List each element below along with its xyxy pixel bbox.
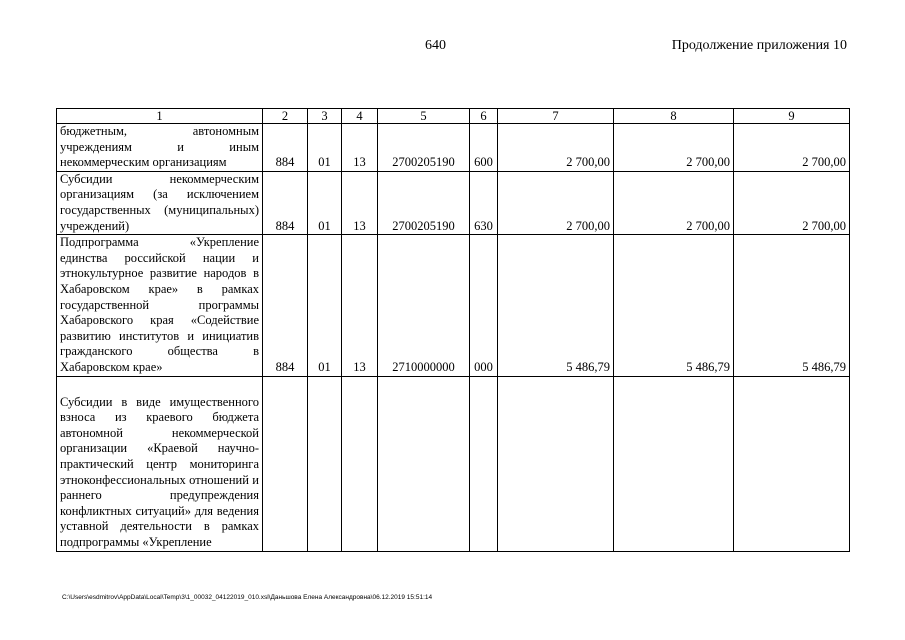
cell-amount bbox=[734, 376, 850, 551]
cell-target-article: 2700205190 bbox=[378, 171, 470, 234]
budget-table bbox=[56, 108, 850, 552]
cell-admin-code: 884 bbox=[263, 235, 308, 376]
cell-expense-type: 630 bbox=[470, 171, 498, 234]
column-header: 9 bbox=[734, 109, 850, 124]
cell-amount: 2 700,00 bbox=[734, 124, 850, 172]
cell-subsection: 13 bbox=[342, 124, 378, 172]
cell-amount: 2 700,00 bbox=[614, 171, 734, 234]
cell-section: 01 bbox=[308, 124, 342, 172]
cell-target-article bbox=[378, 376, 470, 551]
cell-amount: 5 486,79 bbox=[614, 235, 734, 376]
cell-target-article: 2700205190 bbox=[378, 124, 470, 172]
column-header: 1 bbox=[57, 109, 263, 124]
table-row bbox=[57, 235, 850, 376]
column-header: 4 bbox=[342, 109, 378, 124]
cell-admin-code: 884 bbox=[263, 171, 308, 234]
row-name: Субсидии некоммерческим организациям (за исключением государственных (муниципальных) учреждений) bbox=[57, 171, 263, 234]
cell-section: 01 bbox=[308, 235, 342, 376]
cell-admin-code bbox=[263, 376, 308, 551]
cell-subsection bbox=[342, 376, 378, 551]
cell-amount: 5 486,79 bbox=[734, 235, 850, 376]
table-row bbox=[57, 376, 850, 551]
column-header: 2 bbox=[263, 109, 308, 124]
row-name: Подпрограмма «Укрепление единства российской нации и этнокультурное развитие народов в Хабаровском крае» в рамках государственной программы Хабаровского края «Содействие развитию институтов и инициатив гражданского общества в Хабаровском крае» bbox=[57, 235, 263, 376]
cell-subsection: 13 bbox=[342, 171, 378, 234]
cell-expense-type bbox=[470, 376, 498, 551]
cell-amount: 5 486,79 bbox=[498, 235, 614, 376]
table-header-row bbox=[57, 109, 850, 124]
cell-amount: 2 700,00 bbox=[498, 124, 614, 172]
cell-amount: 2 700,00 bbox=[498, 171, 614, 234]
column-header: 7 bbox=[498, 109, 614, 124]
cell-expense-type: 600 bbox=[470, 124, 498, 172]
column-header: 5 bbox=[378, 109, 470, 124]
column-header: 8 bbox=[614, 109, 734, 124]
table-row bbox=[57, 171, 850, 234]
cell-amount: 2 700,00 bbox=[614, 124, 734, 172]
cell-amount bbox=[498, 376, 614, 551]
cell-section: 01 bbox=[308, 171, 342, 234]
row-name: бюджетным, автономным учреждениям и иным некоммерческим организациям bbox=[57, 124, 263, 172]
cell-admin-code: 884 bbox=[263, 124, 308, 172]
table-row bbox=[57, 124, 850, 172]
column-header: 6 bbox=[470, 109, 498, 124]
cell-amount bbox=[614, 376, 734, 551]
footer-file-path: C:\Users\esdmitrov\AppData\Local\Temp\3\1_00032_04122019_010.xsl\Даньшова Елена Александровна\06.12.2019 15:51:14 bbox=[62, 594, 433, 601]
cell-target-article: 2710000000 bbox=[378, 235, 470, 376]
column-header: 3 bbox=[308, 109, 342, 124]
continuation-title: Продолжение приложения 10 bbox=[671, 38, 847, 53]
page-number: 640 bbox=[425, 38, 446, 53]
cell-amount: 2 700,00 bbox=[734, 171, 850, 234]
cell-expense-type: 000 bbox=[470, 235, 498, 376]
cell-section bbox=[308, 376, 342, 551]
row-name: Субсидии в виде имущественного взноса из краевого бюджета автономной некоммерческой организации «Краевой научно-практический центр мониторинга этноконфессиональных отношений и раннего предупреждения конфликтных ситуаций» для ведения уставной деятельности в рамках подпрограммы «Укрепление bbox=[57, 376, 263, 551]
cell-subsection: 13 bbox=[342, 235, 378, 376]
